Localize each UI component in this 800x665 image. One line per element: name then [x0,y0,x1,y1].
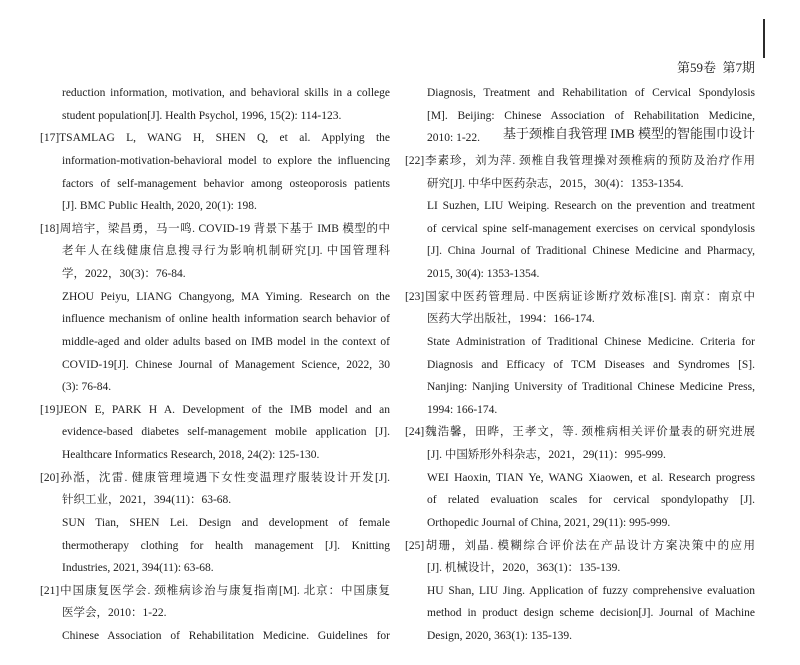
reference-line: [20]孙湉，沈雷. 健康管理境遇下女性变温理疗服装设计开发[J]. [40,471,390,484]
reference-line: of cervical spine self-management exercises on cervical spondylosis [427,222,755,235]
reference-line: [18]周培宇，梁昌勇，马一鸣. COVID-19 背景下基于 IMB 模型的中 [40,222,390,235]
reference-line: [19]JEON E, PARK H A. Development of the IMB model and an [40,403,390,416]
reference-line: SUN Tian, SHEN Lei. Design and development of female [62,516,390,529]
reference-line: 老年人在线健康信息搜寻行为影响机制研究[J]. 中国管理科 [62,245,390,258]
reference-line: LI Suzhen, LIU Weiping. Research on the prevention and treatment [427,200,755,213]
reference-line: [17]TSAMLAG L, WANG H, SHEN Q, et al. Applying the [40,132,390,145]
reference-line: influence mechanism of online health information search behavior of [62,313,390,326]
reference-line: thermotherapy clothing for health management [J]. Knitting [62,539,390,552]
reference-line: 2015, 30(4): 1353-1354. [427,268,540,280]
reference-line: [25]胡珊，刘晶. 模糊综合评价法在产品设计方案决策中的应用 [405,539,755,552]
reference-line: Healthcare Informatics Research, 2018, 24(2): 125-130. [62,449,320,461]
reference-line: [J]. BMC Public Health, 2020, 20(1): 198. [62,200,257,213]
reference-line: [J]. 机械设计，2020，363(1)：135-139. [427,562,621,575]
reference-line: [23]国家中医药管理局. 中医病证诊断疗效标准[S]. 南京：南京中 [405,290,755,303]
reference-line: COVID-19[J]. Chinese Journal of Management Science, 2022, 30 [62,358,390,371]
reference-line: [M]. Beijing: Chinese Association of Rehabilitation Medicine, [427,109,755,122]
reference-line: Chinese Association of Rehabilitation Medicine. Guidelines for [62,630,390,642]
reference-line: Diagnosis, Treatment and Rehabilitation of Cervical Spondylosis [427,87,755,99]
reference-line: HU Shan, LIU Jing. Application of fuzzy comprehensive evaluation [427,584,755,597]
reference-line: (3): 76-84. [62,381,112,394]
reference-line: middle-aged and older adults based on IMB model in the context of [62,335,390,348]
reference-line: [J]. 中国矫形外科杂志，2021，29(11)：995-999. [427,449,666,461]
reference-line: Nanjing: Nanjing University of Traditional Chinese Medicine Press, [427,381,755,394]
reference-line: Industries, 2021, 394(11): 63-68. [62,562,214,575]
reference-line: information-motivation-behavioral model to explore the influencing [62,154,390,167]
reference-line: 2010: 1-22. [427,132,481,145]
reference-line: State Administration of Traditional Chinese Medicine. Criteria for [427,335,755,348]
volume-issue: 第59卷 第7期 [676,60,755,75]
reference-line: reduction information, motivation, and behavioral skills in a college [62,87,390,99]
reference-line: 1994: 166-174. [427,403,498,416]
reference-line: method in product design scheme decision[J]. Journal of Machine [427,607,755,620]
reference-line: 针织工业，2021，394(11)：63-68. [62,494,232,507]
reference-line: Design, 2020, 363(1): 135-139. [427,630,573,642]
reference-line: [22]李素珍，刘为萍. 颈椎自我管理操对颈椎病的预防及治疗作用 [405,154,755,167]
reference-line: factors of self-management behavior among osteoporosis patients [62,177,390,190]
reference-line: evidence-based diabetes self-management mobile application [J]. [62,426,390,439]
reference-line: of related evaluation scales for cervical spondylopathy [J]. [427,494,755,507]
reference-line: ZHOU Peiyu, LIANG Changyong, MA Yiming. Research on the [62,290,390,303]
reference-line: [21]中国康复医学会. 颈椎病诊治与康复指南[M]. 北京：中国康复 [40,584,390,597]
reference-line: [24]魏浩馨，田晔，王孝文，等. 颈椎病相关评价量表的研究进展 [405,426,755,439]
reference-line: WEI Haoxin, TIAN Ye, WANG Xiaowen, et al. Research progress [427,471,755,484]
reference-line: Orthopedic Journal of China, 2021, 29(11): 995-999. [427,516,671,529]
reference-line: student population[J]. Health Psychol, 1996, 15(2): 114-123. [62,109,342,122]
references-column-right [405,82,755,648]
running-title: 基于颈椎自我管理 IMB 模型的智能围巾设计 [502,126,755,141]
reference-line: 医药大学出版社，1994：166-174. [427,313,595,326]
reference-line: 学，2022，30(3)：76-84. [62,268,186,280]
reference-line: [J]. China Journal of Traditional Chinese Medicine and Pharmacy, [427,245,755,258]
reference-line: 研究[J]. 中华中医药杂志，2015，30(4)：1353-1354. [427,177,684,190]
reference-line: 医学会，2010：1-22. [62,607,167,620]
references-column-left [40,82,390,648]
header-divider-rule [763,19,765,58]
reference-line: Diagnosis and Efficacy of TCM Diseases and Syndromes [S]. [427,358,755,371]
